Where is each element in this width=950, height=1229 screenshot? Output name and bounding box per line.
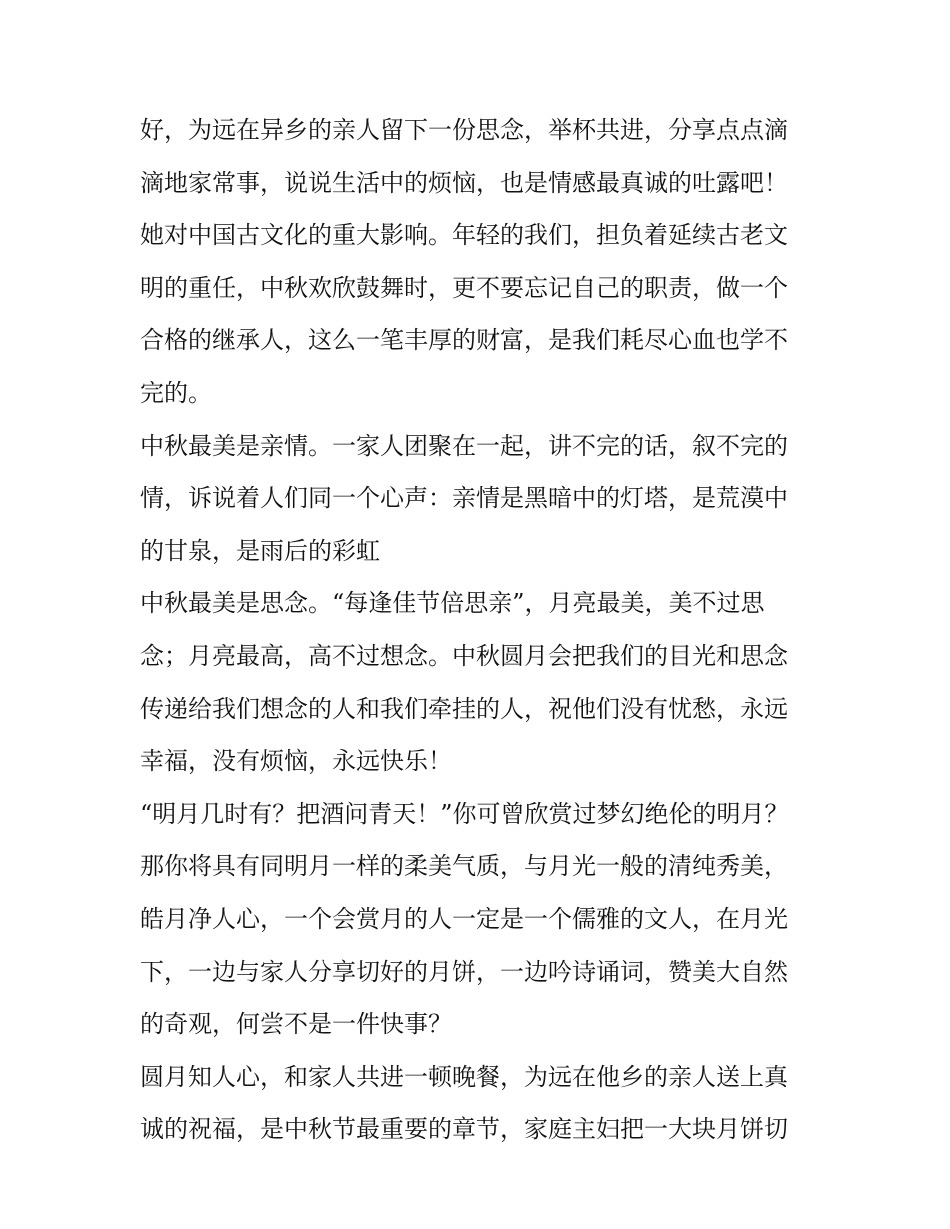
document-body xyxy=(140,104,816,1156)
text-line: 中秋最美是亲情。一家人团聚在一起，讲不完的话，叙不完的 xyxy=(140,431,788,460)
text-line: 皓月净人心，一个会赏月的人一定是一个儒雅的文人，在月光 xyxy=(140,904,788,933)
text-line: 的甘泉，是雨后的彩虹 xyxy=(140,536,380,565)
text-line: 合格的继承人，这么一笔丰厚的财富，是我们耗尽心血也学不 xyxy=(140,326,788,355)
text-line: 念；月亮最高，高不过想念。中秋圆月会把我们的目光和思念 xyxy=(140,641,788,670)
text-line: 完的。 xyxy=(140,378,212,407)
text-line: 的奇观，何尝不是一件快事？ xyxy=(140,1010,452,1039)
text-line: 情，诉说着人们同一个心声：亲情是黑暗中的灯塔，是荒漠中 xyxy=(140,484,788,513)
text-line: 滴地家常事，说说生活中的烦恼，也是情感最真诚的吐露吧！ xyxy=(140,168,788,197)
text-line: 下，一边与家人分享切好的月饼，一边吟诗诵词，赞美大自然 xyxy=(140,957,788,986)
text-line: 幸福，没有烦恼，永远快乐！ xyxy=(140,747,452,776)
text-line: 明的重任，中秋欢欣鼓舞时，更不要忘记自己的职责，做一个 xyxy=(140,273,788,302)
text-line: “明月几时有？把酒问青天！”你可曾欣赏过梦幻绝伦的明月？ xyxy=(140,799,789,828)
text-line: 诚的祝福，是中秋节最重要的章节，家庭主妇把一大块月饼切 xyxy=(140,1115,788,1144)
text-line: 那你将具有同明月一样的柔美气质，与月光一般的清纯秀美， xyxy=(140,852,788,881)
text-line: 传递给我们想念的人和我们牵挂的人，祝他们没有忧愁，永远 xyxy=(140,694,788,723)
text-line: 中秋最美是思念。“每逢佳节倍思亲”，月亮最美，美不过思 xyxy=(140,589,765,618)
text-line: 好，为远在异乡的亲人留下一份思念，举杯共进，分享点点滴 xyxy=(140,116,788,144)
text-line: 圆月知人心，和家人共进一顿晚餐，为远在他乡的亲人送上真 xyxy=(140,1062,788,1091)
text-line: 她对中国古文化的重大影响。年轻的我们，担负着延续古老文 xyxy=(140,221,788,250)
